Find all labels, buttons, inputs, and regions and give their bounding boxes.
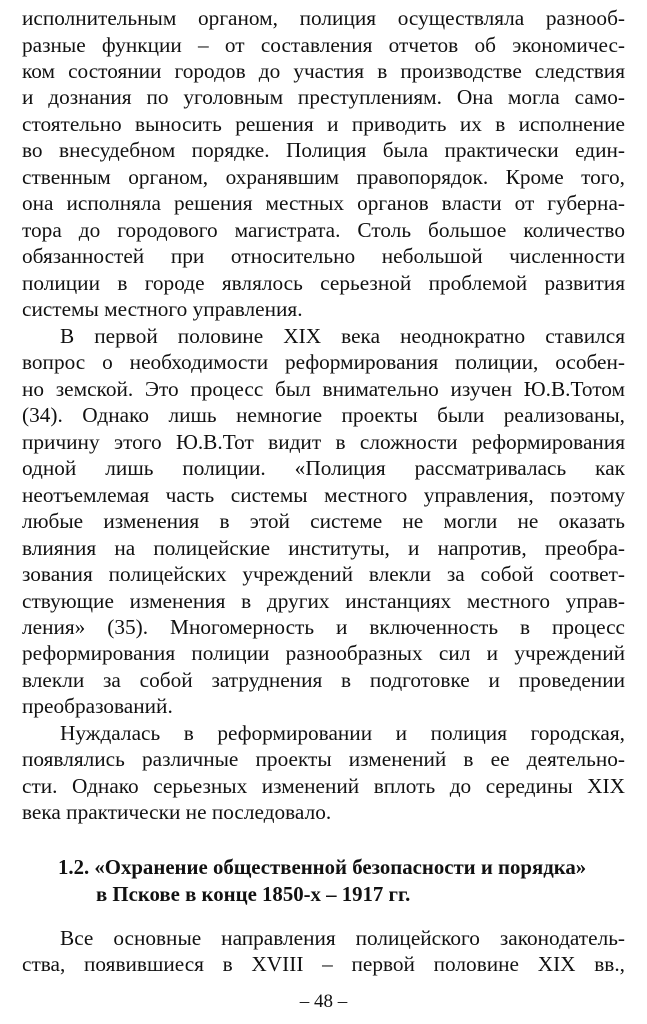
text-line: она исполняла решения местных органов власти от губерна- [22,191,625,216]
section-heading-line-1: 1.2. «Охранение общественной безопасности и порядка» [58,856,587,880]
section-heading-line-2: в Пскове в конце 1850-х – 1917 гг. [96,882,411,906]
text-line: одной лишь полиции. «Полиция рассматривалась как [22,456,625,481]
text-line: во внесудебном порядке. Полиция была практически един- [22,138,625,163]
text-line: стоятельно выносить решения и приводить их в исполнение [22,111,625,136]
text-line: любые изменения в этой системе не могли не оказать [22,509,625,533]
text-line: ления» (35). Многомерность и включенность в процесс [22,615,625,639]
text-line: вопрос о необходимости реформирования полиции, особен- [22,350,625,375]
text-line: В первой половине XIX века неоднократно ставился [60,323,625,348]
text-line: (34). Однако лишь немногие проекты были реализованы, [22,403,625,428]
text-line: зования полицейских учреждений влекли за собой соответ- [22,562,625,586]
text-line: причину этого Ю.В.Тот видит в сложности реформирования [22,429,625,454]
text-line: полиции в городе являлось серьезной проблемой развития [22,270,625,295]
text-line: века практически не последовало. [22,800,332,825]
text-line: но земской. Это процесс был внимательно изучен Ю.В.Тотом [22,376,625,401]
text-line: ствующие изменения в других инстанциях местного управ- [22,588,625,613]
text-line: сти. Однако серьезных изменений вплоть до середины XIX [22,773,625,798]
page-number: – 48 – [299,991,348,1012]
text-line: тора до городового магистрата. Столь большое количество [22,217,625,242]
text-line: неотъемлемая часть системы местного управления, поэтому [22,482,625,507]
text-line: ственным органом, охранявшим правопорядок. Кроме того, [22,164,625,189]
text-line: ком состоянии городов до участия в производстве следствия [22,59,625,83]
text-line: разные функции – от составления отчетов об экономичес- [22,32,625,57]
text-line: системы местного управления. [22,297,303,322]
text-line: ства, появившиеся в XVIII – первой половине XIX вв., [22,952,625,976]
text-line: Нуждалась в реформировании и полиция городская, [60,720,625,745]
text-line: влекли за собой затруднения в подготовке и проведении [22,667,625,692]
text-line: реформирования полиции разнообразных сил и учреждений [22,641,625,666]
text-line: появлялись различные проекты изменений в ее деятельно- [22,747,625,772]
text-line: преобразований. [22,694,173,719]
text-line: и дознания по уголовным преступлениям. Она могла само- [22,85,625,110]
text-line: исполнительным органом, полиция осуществляла разнооб- [22,6,625,30]
text-line: Все основные направления полицейского законодатель- [60,925,625,950]
text-line: влияния на полицейские институты, и напротив, преобра- [22,535,625,560]
text-line: обязанностей при относительно небольшой численности [22,244,625,269]
